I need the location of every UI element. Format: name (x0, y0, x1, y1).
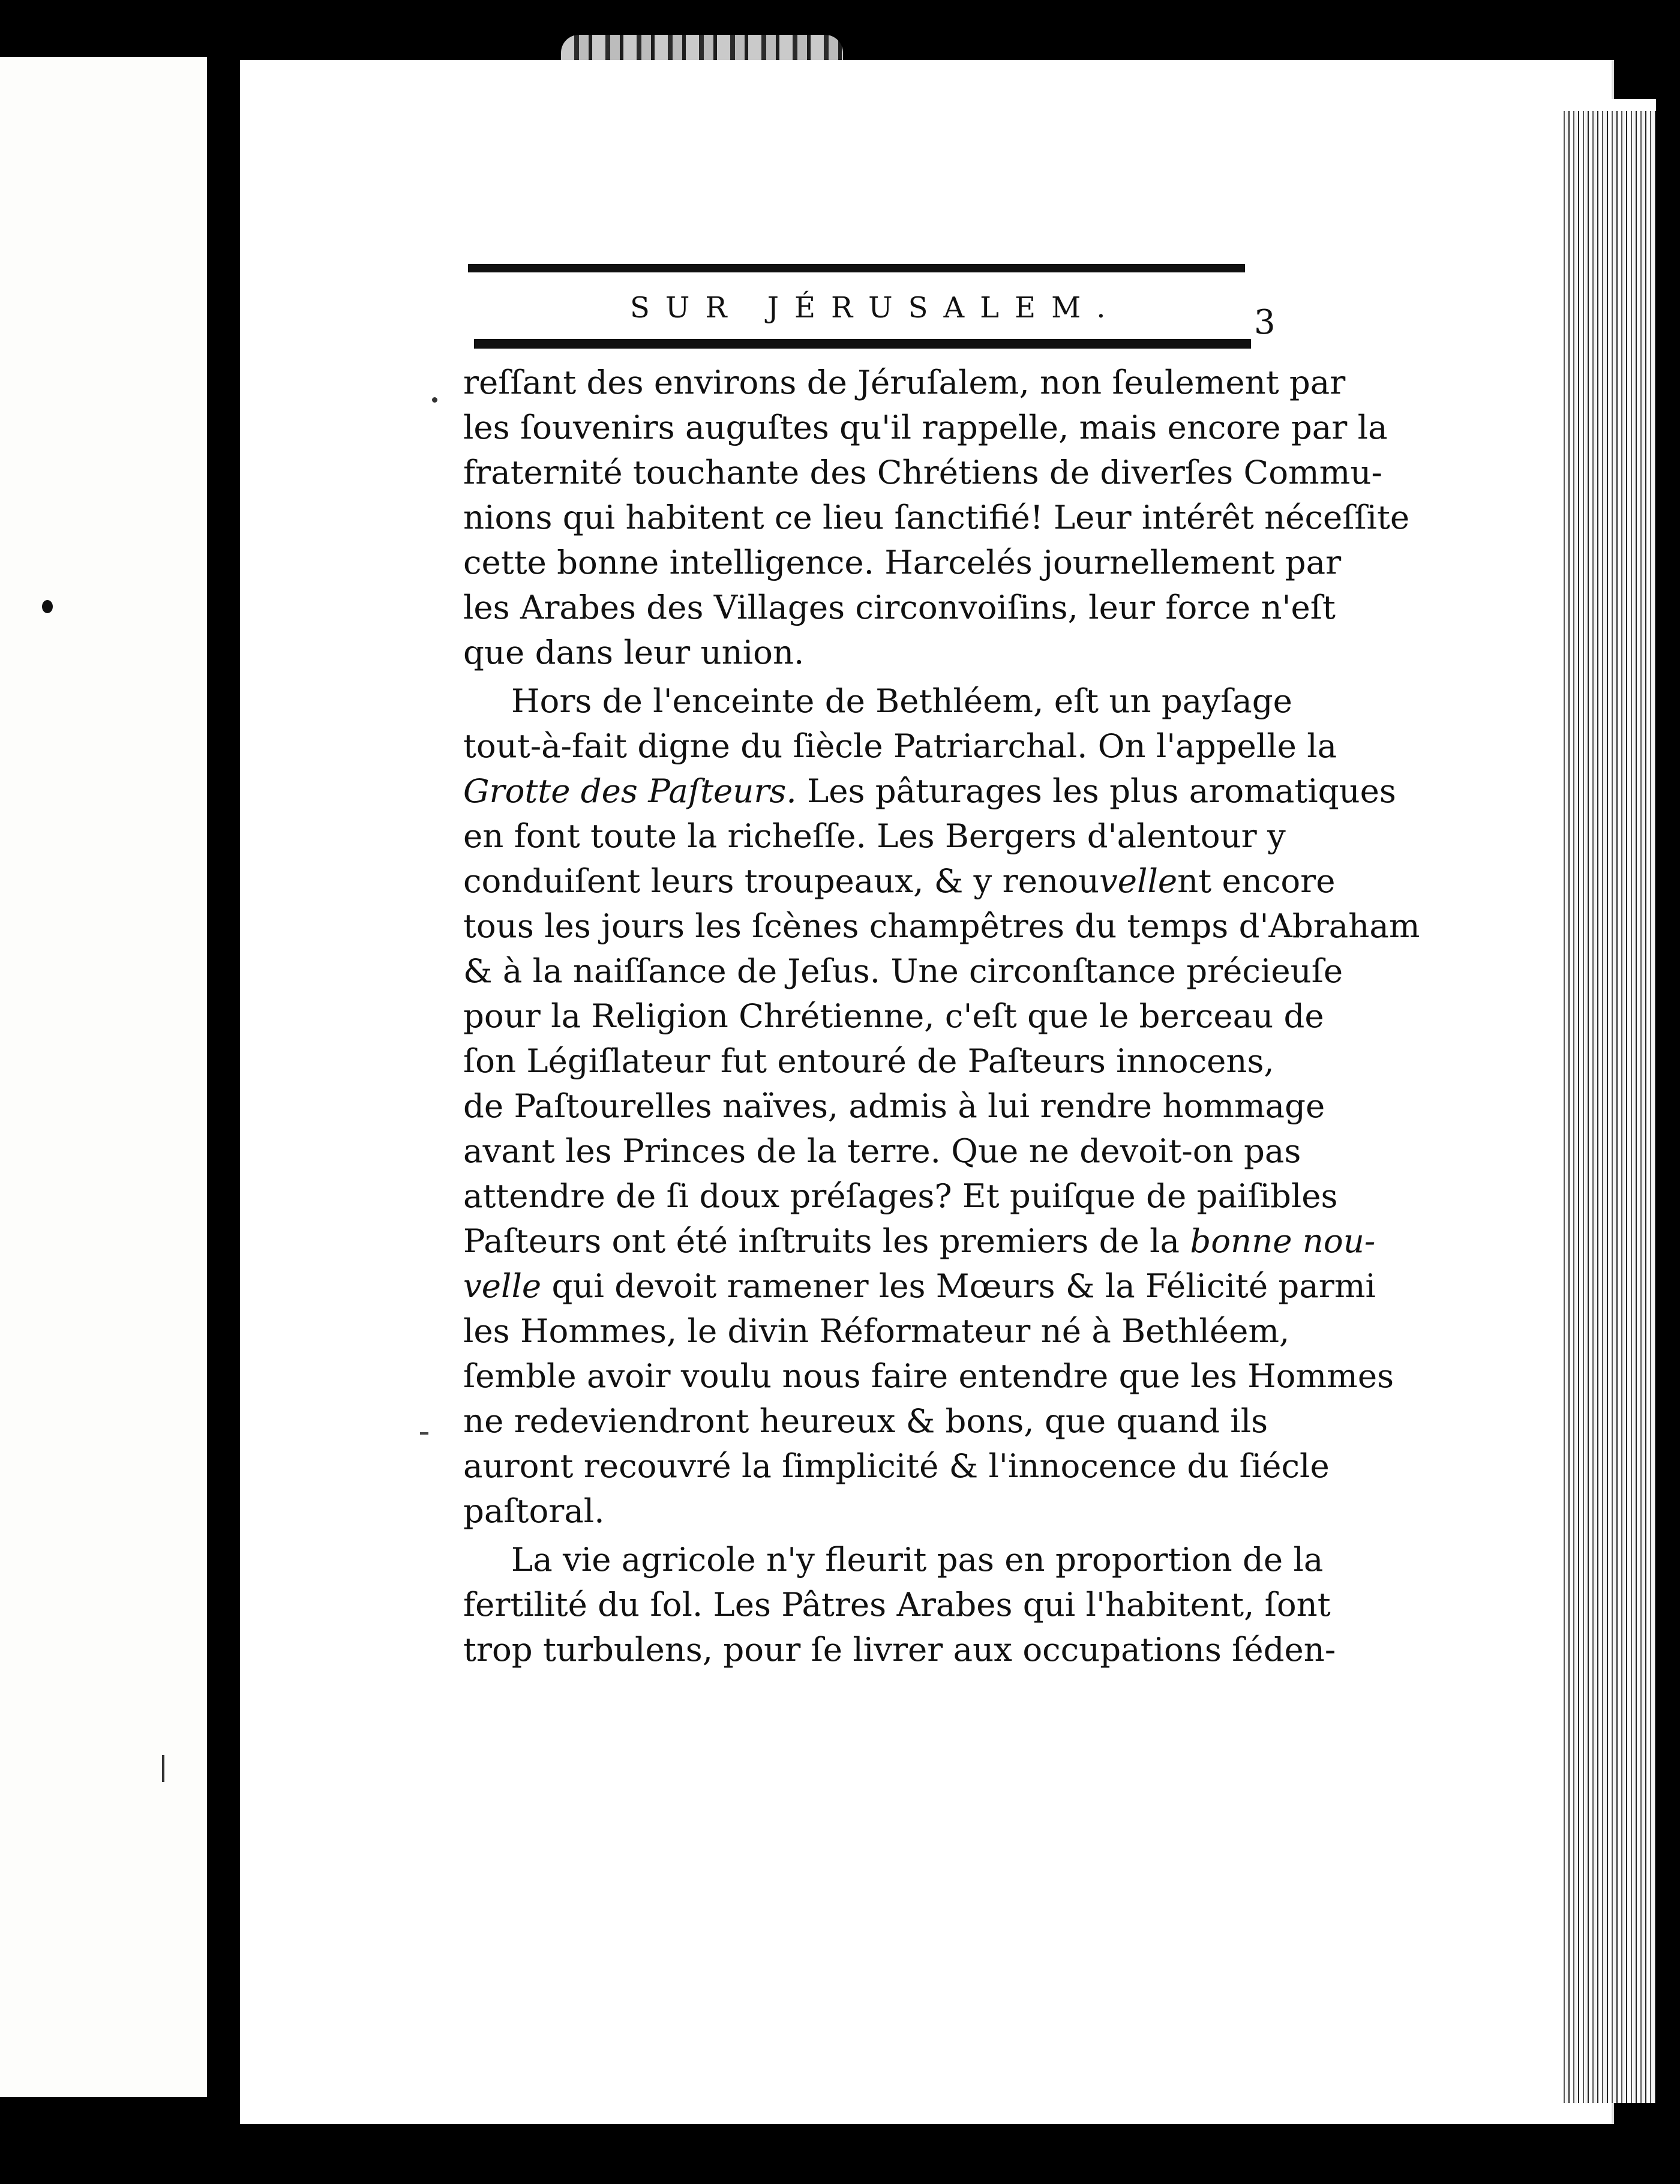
margin-dash (420, 1432, 428, 1435)
facing-page (0, 57, 207, 2097)
text-line: avant les Princes de la terre. Que ne devoit-on pas (463, 1132, 1301, 1170)
text-line: Hors de l'enceinte de Bethléem, eſt un payſage (511, 682, 1292, 720)
text-line: velle qui devoit ramener les Mœurs & la Félicité parmi (463, 1267, 1376, 1305)
text-line: tout-à-fait digne du ſiècle Patriarchal. On l'appelle la (463, 727, 1337, 765)
text-line: conduiſent leurs troupeaux, & y renouvellent encore (463, 862, 1336, 900)
text-line: ne redeviendront heureux & bons, que quand ils (463, 1402, 1268, 1440)
text-line: les Hommes, le divin Réformateur né à Bethléem, (463, 1312, 1290, 1350)
text-line: fraternité touchante des Chrétiens de diverſes Commu- (463, 453, 1382, 491)
italic-phrase: velle (1099, 862, 1178, 900)
ink-spot (42, 600, 53, 613)
text-line: nions qui habitent ce lieu ſanctifié! Leur intérêt néceſſite (463, 498, 1410, 536)
text-line: les ſouvenirs auguſtes qu'il rappelle, mais encore par la (463, 408, 1388, 446)
text-line: pour la Religion Chrétienne, c'eſt que le berceau de (463, 997, 1324, 1035)
text-line: ſemble avoir voulu nous faire entendre que les Hommes (463, 1357, 1394, 1395)
text-line: que dans leur union. (463, 633, 805, 671)
text-line: Paſteurs ont été inſtruits les premiers de la bonne nou- (463, 1222, 1376, 1260)
text-line: La vie agricole n'y fleurit pas en proportion de la (511, 1540, 1324, 1579)
text-line: les Arabes des Villages circonvoiſins, leur force n'eſt (463, 588, 1336, 626)
italic-phrase: velle (463, 1267, 542, 1305)
text-line: cette bonne intelligence. Harcelés journellement par (463, 543, 1342, 581)
margin-mark (162, 1755, 164, 1782)
text-line: attendre de ſi doux préſages? Et puiſque de paiſibles (463, 1177, 1338, 1215)
margin-dot (432, 397, 437, 403)
header-rule-bottom (474, 339, 1251, 349)
text-line: reſſant des environs de Jéruſalem, non ſeulement par (463, 363, 1346, 401)
italic-phrase: bonne nou- (1190, 1222, 1376, 1260)
text-line: Grotte des Paſteurs. Les pâturages les plus aromatiques (463, 772, 1396, 810)
text-line: en font toute la richeſſe. Les Bergers d'alentour y (463, 817, 1286, 855)
text-line: auront recouvré la ſimplicité & l'innocence du ſiécle (463, 1447, 1330, 1485)
header-rule-top (468, 264, 1245, 272)
text-line: & à la naiſſance de Jeſus. Une circonſtance précieuſe (463, 952, 1343, 990)
text-line: de Paſtourelles naïves, admis à lui rendre hommage (463, 1087, 1325, 1125)
text-line: ſon Légiſlateur fut entouré de Paſteurs innocens, (463, 1042, 1274, 1080)
running-head: SUR JÉRUSALEM. (630, 291, 1121, 325)
text-line: trop turbulens, pour ſe livrer aux occupations ſéden- (463, 1630, 1336, 1669)
text-line: tous les jours les ſcènes champêtres du temps d'Abraham (463, 907, 1420, 945)
page-edges (1560, 111, 1656, 2103)
italic-phrase: Grotte des Paſteurs. (463, 772, 797, 810)
body-text (463, 360, 1420, 1672)
page-number: 3 (1254, 303, 1276, 342)
text-line: fertilité du ſol. Les Pâtres Arabes qui l'habitent, ſont (463, 1585, 1331, 1624)
text-line: paſtoral. (463, 1492, 605, 1530)
